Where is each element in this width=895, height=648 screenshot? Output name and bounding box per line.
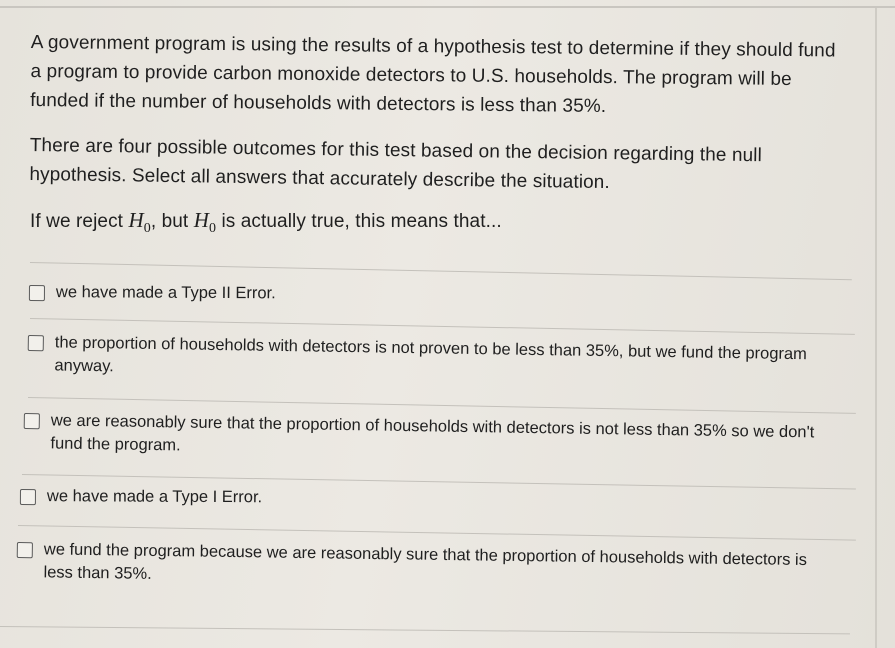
answer-option-label: we are reasonably sure that the proportion of households with detectors is not less than 35% so we don't fund the program. [50, 411, 815, 455]
null-hypothesis-symbol: $H_0$ [128, 208, 151, 237]
checkbox[interactable] [24, 413, 40, 429]
answer-option-label: we fund the program because we are reasonably sure that the proportion of households with detectors is less than 35%. [43, 540, 808, 583]
answer-option[interactable] [20, 485, 827, 512]
question-prompt [30, 206, 830, 243]
answer-option-label: we have made a Type II Error. [55, 283, 276, 303]
checkbox[interactable] [29, 285, 45, 301]
prompt-end: is actually true, this means that... [216, 211, 502, 232]
divider [0, 626, 850, 634]
answer-option[interactable] [27, 331, 835, 390]
checkbox[interactable] [20, 489, 36, 505]
answer-option-label: we have made a Type I Error. [46, 487, 263, 507]
right-border [875, 8, 877, 648]
checkbox[interactable] [17, 542, 33, 558]
top-border [0, 6, 895, 8]
divider [30, 262, 852, 280]
prompt-start: If we reject [30, 211, 129, 232]
divider [18, 525, 856, 541]
question-paragraph-2: There are four possible outcomes for this test based on the decision regarding the null hypothesis. Select all answers that accurately describe the situation. [29, 134, 763, 194]
answer-option[interactable] [23, 409, 831, 468]
checkbox[interactable] [28, 335, 44, 351]
answer-option[interactable] [16, 538, 824, 595]
question-paragraph-1: A government program is using the results of a hypothesis test to determine if they should fund a program to provide carbon monoxide detectors to U.S. households. The program will be funded if the number of households with detectors is less than 35%. [30, 31, 836, 118]
null-hypothesis-symbol: $H_0$ [193, 208, 217, 237]
answer-option[interactable] [29, 281, 836, 308]
answer-option-label: the proportion of households with detectors is not proven to be less than 35%, but we fund the program anyway. [54, 333, 808, 376]
prompt-middle: , but [150, 211, 194, 232]
